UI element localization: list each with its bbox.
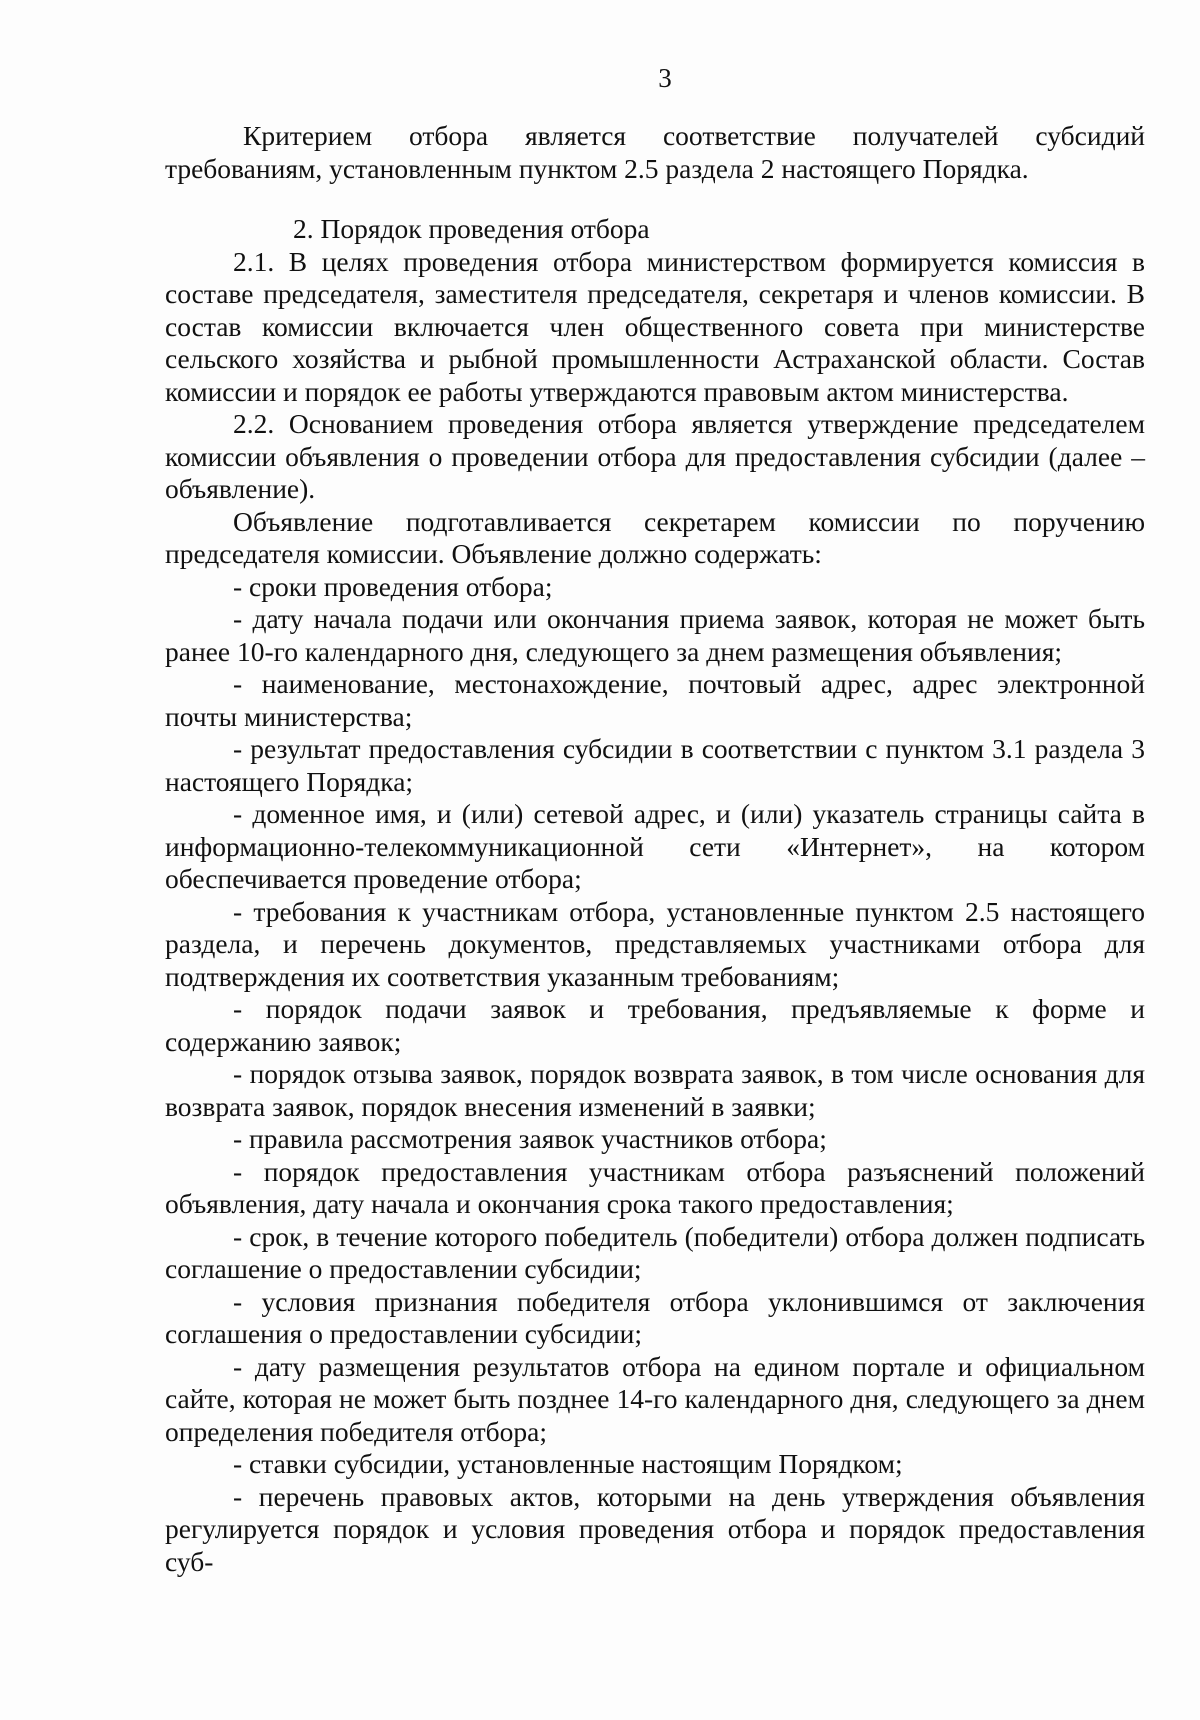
list-item: - наименование, местонахождение, почтовый адрес, адрес электронной почты министерства;: [165, 668, 1145, 732]
list-item: - порядок подачи заявок и требования, предъявляемые к форме и содержанию заявок;: [165, 993, 1145, 1057]
page-number: 3: [658, 63, 672, 93]
list-item: - порядок предоставления участникам отбора разъяснений положений объявления, дату начала и окончания срока такого предоставления;: [165, 1155, 1145, 1219]
document-body: [165, 120, 1145, 1578]
list-item: - доменное имя, и (или) сетевой адрес, и (или) указатель страницы сайта в информационно-телекоммуникационной сети «Интернет», на котором обеспечивается проведение отбора;: [165, 798, 1145, 894]
selection-criterion-paragraph: Критерием отбора является соответствие получателей субсидий требованиям, установленным пунктом 2.5 раздела 2 настоящего Порядка.: [165, 120, 1145, 184]
clause-2-2-paragraph: 2.2. Основанием проведения отбора является утверждение председателем комиссии объявления о проведении отбора для предоставления субсидии (далее – объявление).: [165, 408, 1145, 504]
list-item: - порядок отзыва заявок, порядок возврата заявок, в том числе основания для возврата заявок, порядок внесения изменений в заявки;: [165, 1058, 1145, 1122]
list-item: - ставки субсидии, установленные настоящим Порядком;: [233, 1448, 903, 1479]
clause-2-1-paragraph: 2.1. В целях проведения отбора министерством формируется комиссия в составе председателя, заместителя председателя, секретаря и членов комиссии. В состав комиссии включается член общественного совета при министерстве сельского хозяйства и рыбной промышленности Астраханской области. Состав комиссии и порядок ее работы утверждаются правовым актом министерства.: [165, 245, 1145, 407]
list-item: - условия признания победителя отбора уклонившимся от заключения соглашения о предоставлении субсидии;: [165, 1285, 1145, 1349]
list-item: - требования к участникам отбора, установленные пунктом 2.5 настоящего раздела, и перечень документов, представляемых участниками отбора для подтверждения их соответствия указанным требованиям;: [165, 895, 1145, 992]
list-item: - срок, в течение которого победитель (победители) отбора должен подписать соглашение о предоставлении субсидии;: [165, 1220, 1145, 1284]
list-item: - дату размещения результатов отбора на едином портале и официальном сайте, которая не может быть позднее 14-го календарного дня, следующего за днем определения победителя отбора;: [165, 1350, 1145, 1447]
list-item: - правила рассмотрения заявок участников отбора;: [233, 1123, 827, 1154]
list-item: - сроки проведения отбора;: [233, 570, 553, 602]
list-item: - результат предоставления субсидии в соответствии с пунктом 3.1 раздела 3 настоящего Порядка;: [165, 733, 1145, 797]
list-item: - дату начала подачи или окончания приема заявок, которая не может быть ранее 10-го календарного дня, следующего за днем размещения объявления;: [165, 603, 1145, 667]
section-heading: 2. Порядок проведения отбора: [293, 213, 650, 244]
list-item: - перечень правовых актов, которыми на день утверждения объявления регулируется порядок и условия проведения отбора и порядок предоставления суб-: [165, 1480, 1145, 1577]
announcement-paragraph: Объявление подготавливается секретарем комиссии по поручению председателя комиссии. Объявление должно содержать:: [165, 505, 1145, 569]
